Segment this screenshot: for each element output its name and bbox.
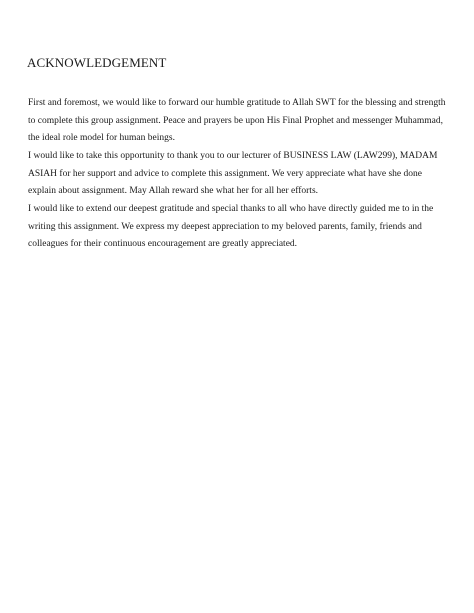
paragraph-thanks-lecturer: I would like to take this opportunity to thank you to our lecturer of BUSINESS LAW (LAW299), MADAM ASIAH for her support and advice to complete this assignment. We very appreciate what have she done explain about assignment. May Allah reward she what her for all her efforts. (28, 151, 438, 196)
page-title: ACKNOWLEDGEMENT (27, 55, 167, 70)
paragraph-gratitude-allah: First and foremost, we would like to forward our humble gratitude to Allah SWT for the blessing and strength to complete this group assignment. Peace and prayers be upon His Final Prophet and messenger Muhammad, the ideal role model for human beings. (28, 98, 446, 143)
paragraph-thanks-family: I would like to extend our deepest gratitude and special thanks to all who have directly guided me to in the writing this assignment. We express my deepest appreciation to my beloved parents, family, friends and colleagues for their continuous encouragement are greatly appreciated. (28, 204, 434, 249)
